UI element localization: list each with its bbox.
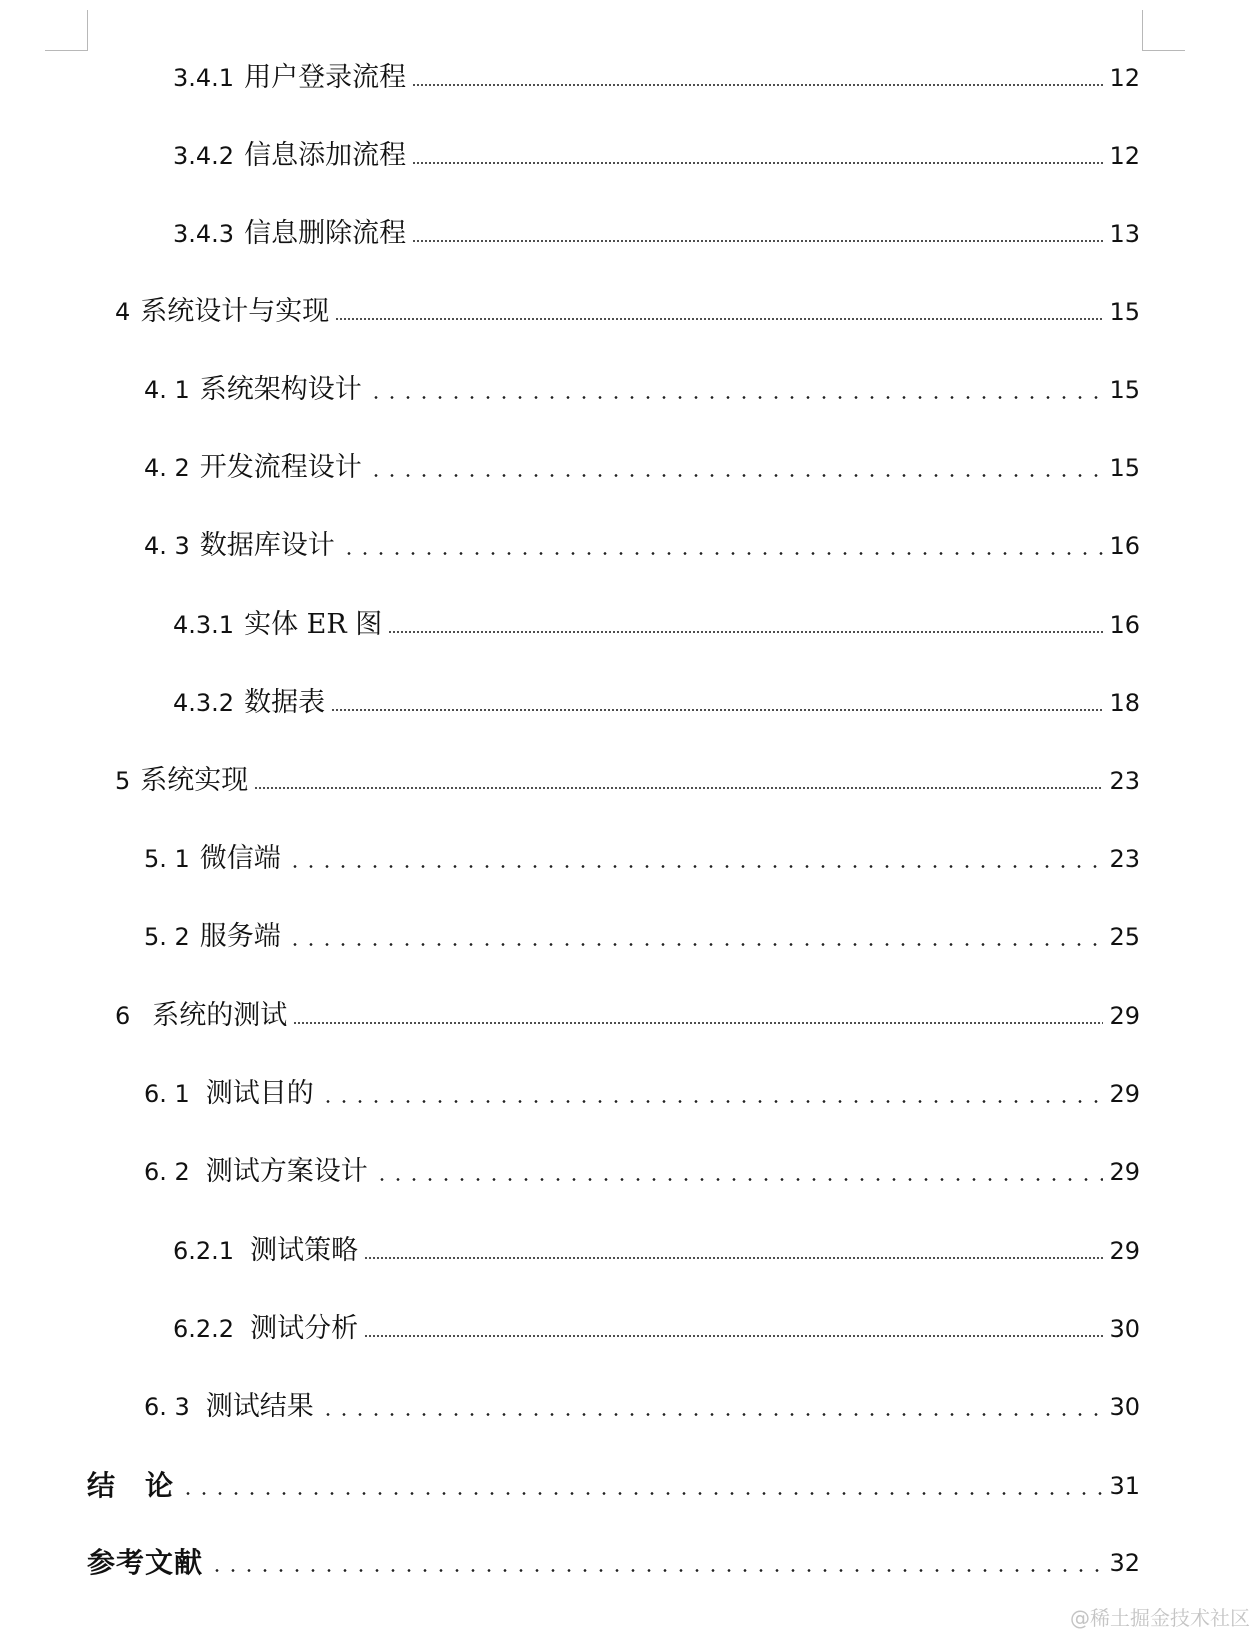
toc-entry[interactable]: 6 系统的测试 29	[115, 1000, 1140, 1031]
toc-entry[interactable]: 5. 2 服务端 25	[144, 921, 1140, 952]
dot-leader	[293, 1022, 1103, 1024]
dot-leader	[412, 84, 1103, 86]
dot-leader	[254, 787, 1103, 789]
dot-leader	[388, 631, 1103, 633]
toc-entry[interactable]: 6. 1 测试目的 29	[144, 1078, 1140, 1109]
dot-leader	[209, 1569, 1103, 1572]
toc-entry[interactable]: 4 系统设计与实现 15	[115, 296, 1140, 327]
toc-entry[interactable]: 6.2.2 测试分析 30	[173, 1313, 1140, 1344]
toc-entry[interactable]: 5 系统实现 23	[115, 765, 1140, 796]
dot-leader	[374, 1178, 1104, 1181]
watermark: @稀土掘金技术社区	[1070, 1606, 1250, 1630]
toc-entry[interactable]: 4. 1 系统架构设计 15	[144, 374, 1140, 405]
toc-entry[interactable]: 4. 3 数据库设计 16	[144, 530, 1140, 561]
dot-leader	[364, 1257, 1103, 1259]
dot-leader	[335, 318, 1103, 320]
dot-leader	[368, 474, 1104, 477]
toc-entry[interactable]: 4.3.1 实体 ER 图 16	[173, 609, 1140, 640]
toc-entry[interactable]: 3.4.3 信息删除流程 13	[173, 218, 1140, 249]
dot-leader	[331, 709, 1103, 711]
toc-entry[interactable]: 参考文献 32	[87, 1546, 1140, 1579]
toc-entry[interactable]: 5. 1 微信端 23	[144, 843, 1140, 874]
dot-leader	[287, 865, 1104, 868]
toc-entry[interactable]: 结 论 31	[87, 1469, 1140, 1502]
toc-entry[interactable]: 6. 3 测试结果 30	[144, 1391, 1140, 1422]
toc-entry[interactable]: 6. 2 测试方案设计 29	[144, 1156, 1140, 1187]
toc-entry[interactable]: 6.2.1 测试策略 29	[173, 1235, 1140, 1266]
toc-entry[interactable]: 4.3.2 数据表 18	[173, 687, 1140, 718]
dot-leader	[320, 1413, 1104, 1416]
dot-leader	[320, 1100, 1104, 1103]
dot-leader	[368, 396, 1104, 399]
dot-leader	[180, 1492, 1103, 1495]
dot-leader	[412, 240, 1103, 242]
dot-leader	[364, 1335, 1103, 1337]
toc-entry[interactable]: 4. 2 开发流程设计 15	[144, 452, 1140, 483]
toc-entry[interactable]: 3.4.1 用户登录流程 12	[173, 62, 1140, 93]
toc-entry[interactable]: 3.4.2 信息添加流程 12	[173, 140, 1140, 171]
dot-leader	[341, 552, 1104, 555]
dot-leader	[412, 162, 1103, 164]
dot-leader	[287, 943, 1104, 946]
